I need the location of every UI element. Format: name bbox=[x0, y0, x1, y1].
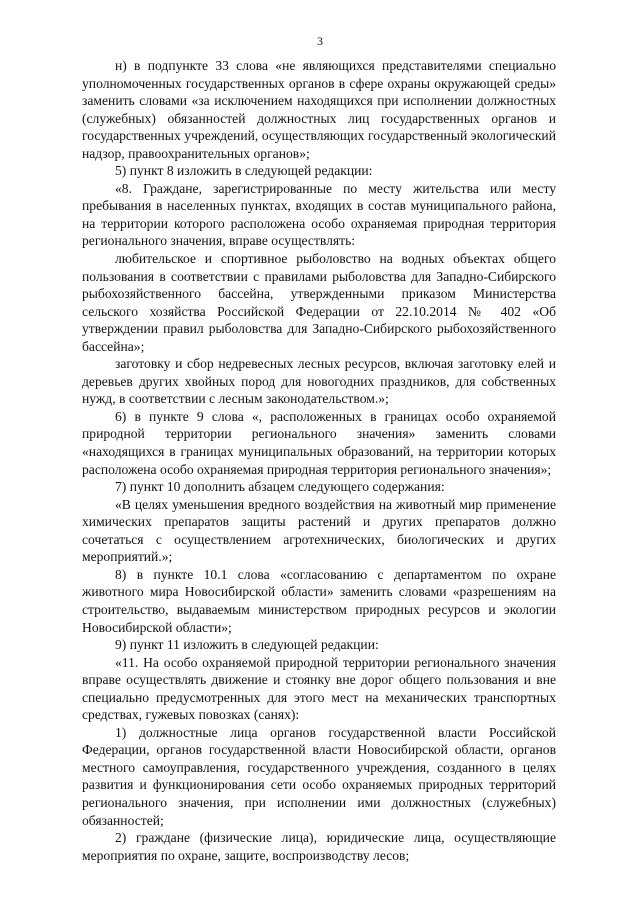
paragraph: 2) граждане (физические лица), юридические лица, осуществляющие мероприятия по охране, защите, воспроизводству лесов; bbox=[82, 830, 556, 863]
paragraph: 1) должностные лица органов государственной власти Российской Федерации, органов государственной власти Новосибирской области, органов местного самоуправления, государственного учреждения, созданного в целях развития и функционирования сети особо охраняемых природных территорий регионального значения, при исполнении ими должностных (служебных) обязанностей; bbox=[82, 724, 556, 828]
document-body bbox=[82, 57, 556, 864]
paragraph: любительское и спортивное рыболовство на водных объектах общего пользования в соответствии с правилами рыболовства для Западно-Сибирского рыбохозяйственного бассейна, утвержденными приказом Министерства сельского хозяйства Российской Федерации от 22.10.2014 № 402 «Об утверждении правил рыболовства для Западно-Сибирского рыбохозяйственного бассейна»; bbox=[82, 251, 556, 354]
paragraph: 5) пункт 8 изложить в следующей редакции: bbox=[115, 163, 373, 179]
paragraph: 6) в пункте 9 слова «, расположенных в границах особо охраняемой природной территории регионального значения» заменить словами «находящихся в границах муниципальных образований, на территории которых расположена особо охраняемая природная территория регионального значения»; bbox=[82, 408, 556, 477]
paragraph: «11. На особо охраняемой природной территории регионального значения вправе осуществлять движение и стоянку вне дорог общего пользования и вне специально предусмотренных для этого мест на механических транспортных средствах, гужевых повозках (санях): bbox=[82, 654, 556, 723]
page-number: 3 bbox=[317, 34, 323, 48]
paragraph: 7) пункт 10 дополнить абзацем следующего содержания: bbox=[115, 479, 445, 495]
paragraph: заготовку и сбор недревесных лесных ресурсов, включая заготовку елей и деревьев других хвойных пород для новогодних праздников, для собственных нужд, в соответствии с лесным законодательством.»; bbox=[82, 356, 556, 407]
paragraph: 8) в пункте 10.1 слова «согласованию с департаментом по охране животного мира Новосибирской области» заменить словами «разрешениям на строительство, выдаваемым министерством природных ресурсов и экологии Новосибирской области»; bbox=[82, 566, 556, 635]
paragraph: «В целях уменьшения вредного воздействия на животный мир применение химических препаратов защиты растений и других препаратов должно сочетаться с осуществлением агротехнических, биологических и других мероприятий.»; bbox=[82, 496, 556, 565]
paragraph: 9) пункт 11 изложить в следующей редакции: bbox=[115, 637, 379, 653]
paragraph: «8. Граждане, зарегистрированные по месту жительства или месту пребывания в населенных пунктах, входящих в состав муниципального района, на территории которого расположена особо охраняемая природная территория регионального значения, вправе осуществлять: bbox=[82, 180, 556, 249]
paragraph: н) в подпункте 33 слова «не являющихся представителями специально уполномоченных государственных органов в сфере охраны окружающей среды» заменить словами «за исключением находящихся при исполнении должностных (служебных) обязанностей должностных лиц государственных органов и государственных учреждений, осуществляющих государственный экологический надзор, правоохранительных органов»; bbox=[82, 58, 556, 161]
